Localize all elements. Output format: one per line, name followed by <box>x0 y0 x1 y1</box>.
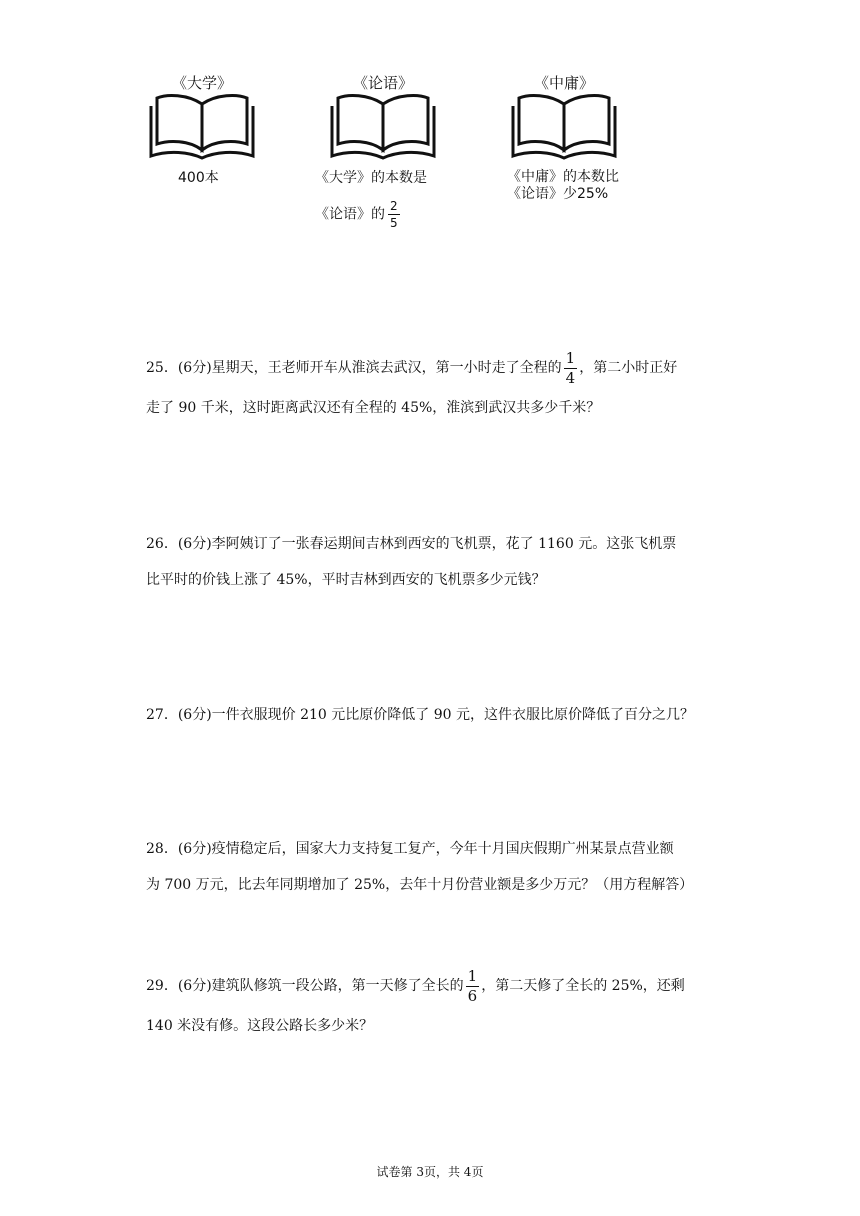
book-title: 《论语》 <box>352 74 413 92</box>
question-26 <box>146 526 718 598</box>
question-number: 27． <box>146 707 178 723</box>
question-score: (6分) <box>177 707 212 723</box>
question-score: (6分) <box>177 978 212 994</box>
question-line <box>146 831 718 867</box>
question-line: 走了 90 千米，这时距离武汉还有全程的 45%，淮滨到武汉共多少千米？ <box>146 400 601 416</box>
question-text: 一件衣服现价 210 元比原价降低了 90 元，这件衣服比原价降低了百分之几？ <box>211 707 695 723</box>
book-title: 《中庸》 <box>533 74 594 92</box>
question-number: 28． <box>146 841 178 857</box>
book-title: 《大学》 <box>171 74 232 92</box>
book-zhongyong-caption-line2: 《论语》少25% <box>507 186 609 202</box>
open-book-icon <box>328 92 438 162</box>
question-line: 为 700 万元，比去年同期增加了 25%，去年十月份营业额是多少万元？（用方程解答） <box>146 877 694 893</box>
question-score: (6分) <box>177 360 212 376</box>
fraction-two-fifths <box>388 200 400 229</box>
question-number: 26． <box>146 536 178 552</box>
caption-text: 《论语》的 <box>315 206 385 223</box>
fraction-denominator: 5 <box>390 216 398 230</box>
question-text: ，第二天修了全长的 25%，还剩 <box>481 978 685 994</box>
question-number: 25． <box>146 360 178 376</box>
fraction-one-quarter <box>564 348 578 387</box>
question-number: 29． <box>146 978 178 994</box>
fraction-numerator: 1 <box>565 348 576 367</box>
question-29 <box>146 968 718 1044</box>
question-line: 比平时的价钱上涨了 45%，平时吉林到西安的飞机票多少元钱？ <box>146 572 546 588</box>
question-text: ，第二小时正好 <box>579 360 678 376</box>
question-line <box>146 697 718 733</box>
question-line <box>146 350 718 386</box>
fraction-denominator: 4 <box>565 368 576 387</box>
book-zhongyong-caption-line1: 《中庸》的本数比 <box>507 169 619 185</box>
fraction-numerator: 1 <box>467 966 478 985</box>
fraction-numerator: 2 <box>390 199 398 213</box>
book-lunyu-caption-line1: 《大学》的本数是 <box>315 170 427 186</box>
question-score: (6分) <box>177 841 212 857</box>
question-line <box>146 968 718 1004</box>
book-lunyu-caption-line2 <box>315 200 403 229</box>
question-28 <box>146 831 718 903</box>
question-27 <box>146 697 718 733</box>
page-footer: 试卷第 3页，共 4页 <box>376 1165 484 1179</box>
open-book-icon <box>509 92 619 162</box>
question-line: 140 米没有修。这段公路长多少米？ <box>146 1018 374 1034</box>
question-text: 星期天，王老师开车从淮滨去武汉，第一小时走了全程的 <box>211 360 562 376</box>
question-text: 建筑队修筑一段公路，第一天修了全长的 <box>211 978 464 994</box>
question-text: 疫情稳定后，国家大力支持复工复产，今年十月国庆假期广州某景点营业额 <box>211 841 674 857</box>
question-25 <box>146 350 718 426</box>
fraction-one-sixth <box>466 966 480 1005</box>
open-book-icon <box>147 92 257 162</box>
book-daxue-caption: 400本 <box>178 170 219 186</box>
question-text: 李阿姨订了一张春运期间吉林到西安的飞机票，花了 1160 元。这张飞机票 <box>211 536 677 552</box>
question-score: (6分) <box>177 536 212 552</box>
question-line <box>146 526 718 562</box>
fraction-denominator: 6 <box>467 986 478 1005</box>
